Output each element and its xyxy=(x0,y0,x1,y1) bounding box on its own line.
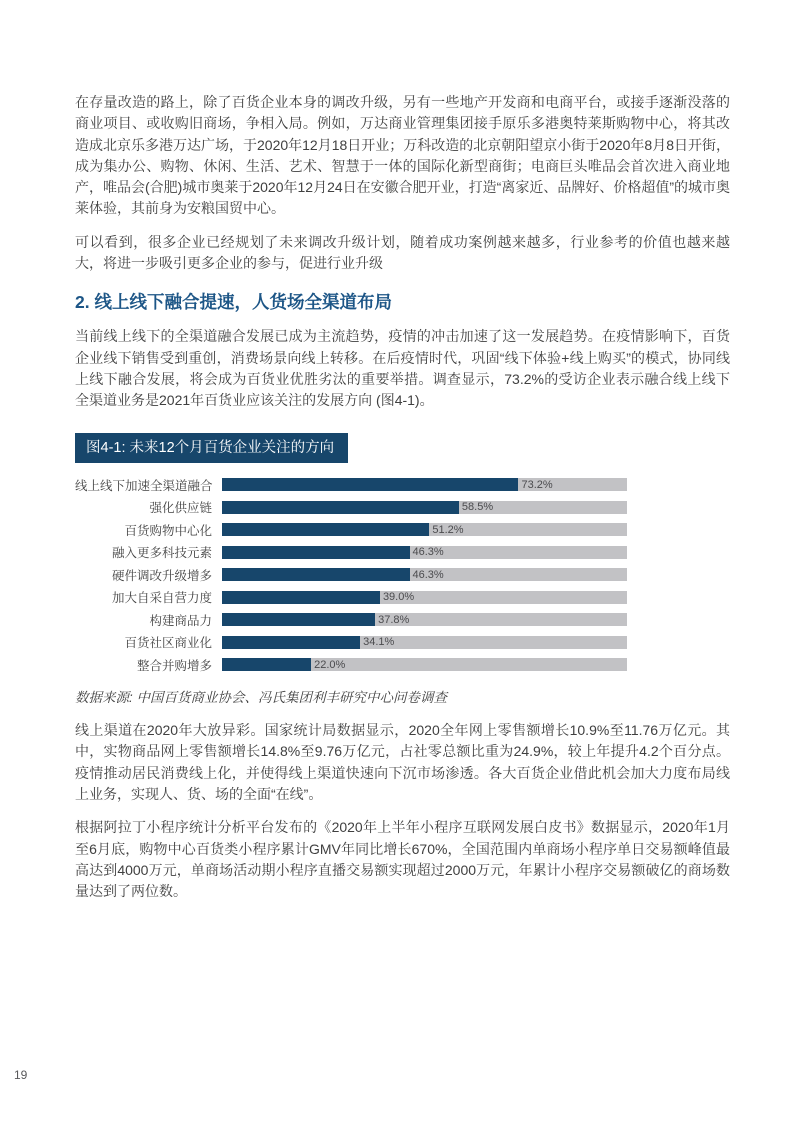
chart-value-label: 22.0% xyxy=(314,658,346,671)
chart-value-label: 39.0% xyxy=(382,591,415,604)
chart-bar xyxy=(222,658,311,671)
chart-value-label: 46.3% xyxy=(412,568,444,581)
chart-value-label: 37.8% xyxy=(378,613,410,626)
chart-row xyxy=(75,586,730,609)
chart-bar-track xyxy=(222,546,627,559)
chart-category-label: 整合并购增多 xyxy=(136,658,212,673)
paragraph-1: 在存量改造的路上，除了百货企业本身的调改升级，另有一些地产开发商和电商平台，或接手逐渐没落的商业项目、或收购旧商场，争相入局。例如，万达商业管理集团接手原乐多港奥特莱斯购物中心，将其改造成北京乐多港万达广场，于2020年12月18日开业；万科改造的北京朝阳望京小街于2020年8月8日开街，成为集办公、购物、休闲、生活、艺术、智慧于一体的国际化新型商街；电商巨头唯品会首次进入商业地产，唯品会(合肥)城市奥莱于2020年12月24日在安徽合肥开业，打造“离家近、品牌好、价格超值”的城市奥莱体验，其前身为安粮国贸中心。 xyxy=(75,94,731,217)
figure-title-bar: 图4-1: 未来12个月百货企业关注的方向 xyxy=(75,433,348,463)
chart-row xyxy=(75,474,730,497)
chart-row xyxy=(75,654,730,677)
chart-bar-track xyxy=(222,478,627,491)
chart-bar-track xyxy=(222,568,627,581)
chart-bar xyxy=(222,636,360,649)
chart-category-label: 百货社区商业化 xyxy=(124,636,212,651)
chart-value-label: 73.2% xyxy=(521,478,553,491)
chart-bar xyxy=(222,501,459,514)
paragraph-2: 可以看到，很多企业已经规划了未来调改升级计划，随着成功案例越来越多，行业参考的价值也越来越大，将进一步吸引更多企业的参与，促进行业升级 xyxy=(75,233,730,272)
section-heading: 2. 线上线下融合提速，人货场全渠道布局 xyxy=(75,292,392,313)
chart-bar-track xyxy=(222,501,627,514)
paragraph-5: 根据阿拉丁小程序统计分析平台发布的《2020年上半年小程序互联网发展白皮书》数据显示，2020年1月至6月底，购物中心百货类小程序累计GMV年同比增长670%，全国范围内单商场小程序单日交易额峰值最高达到4000万元，单商场活动期小程序直播交易额实现超过2000万元，年累计小程序交易额破亿的商场数量达到了两位数。 xyxy=(75,819,730,900)
chart-bar xyxy=(222,613,375,626)
chart-row xyxy=(75,519,730,542)
figure-source: 数据来源: 中国百货商业协会、冯氏集团利丰研究中心问卷调查 xyxy=(75,690,448,706)
chart-bar-track xyxy=(222,658,627,671)
horizontal-bar-chart xyxy=(75,474,730,677)
chart-category-label: 百货购物中心化 xyxy=(124,523,212,538)
chart-row xyxy=(75,631,730,654)
chart-bar-track xyxy=(222,613,627,626)
page-content xyxy=(75,92,730,902)
chart-value-label: 34.1% xyxy=(363,636,395,649)
chart-bar xyxy=(222,568,410,581)
chart-category-label: 融入更多科技元素 xyxy=(111,546,212,561)
chart-category-label: 硬件调改升级增多 xyxy=(111,568,212,583)
chart-bar xyxy=(222,591,380,604)
chart-bar xyxy=(222,478,518,491)
chart-category-label: 强化供应链 xyxy=(149,501,212,516)
chart-row xyxy=(75,541,730,564)
chart-category-label: 线上线下加速全渠道融合 xyxy=(75,478,213,493)
chart-row xyxy=(75,609,730,632)
paragraph-4: 线上渠道在2020年大放异彩。国家统计局数据显示，2020全年网上零售额增长10.9%至11.76万亿元。其中，实物商品网上零售额增长14.8%至9.76万亿元，占社零总额比重为24.9%，较上年提升4.2个百分点。疫情推动居民消费线上化，并使得线上渠道快速向下沉市场渗透。各大百货企业借此机会加大力度布局线上业务，实现人、货、场的全面“在线”。 xyxy=(75,722,730,802)
page-number: 19 xyxy=(14,1068,28,1082)
chart-bar-track xyxy=(222,591,627,604)
chart-value-label: 58.5% xyxy=(461,501,494,514)
chart-category-label: 加大自采自营力度 xyxy=(111,591,212,606)
chart-value-label: 51.2% xyxy=(432,523,464,536)
chart-bar xyxy=(222,523,429,536)
chart-bar-track xyxy=(222,636,627,649)
chart-row xyxy=(75,564,730,587)
chart-category-label: 构建商品力 xyxy=(149,613,212,628)
chart-row xyxy=(75,496,730,519)
paragraph-3: 当前线上线下的全渠道融合发展已成为主流趋势，疫情的冲击加速了这一发展趋势。在疫情影响下，百货企业线下销售受到重创，消费场景向线上转移。在后疫情时代，巩固“线下体验+线上购买”的模式，协同线上线下融合发展，将会成为百货业优胜劣汰的重要举措。调查显示，73.2%的受访企业表示融合线上线下全渠道业务是2021年百货业应该关注的发展方向 (图4-1)。 xyxy=(75,328,730,409)
chart-value-label: 46.3% xyxy=(412,546,444,559)
chart-bar xyxy=(222,546,410,559)
chart-bar-track xyxy=(222,523,627,536)
